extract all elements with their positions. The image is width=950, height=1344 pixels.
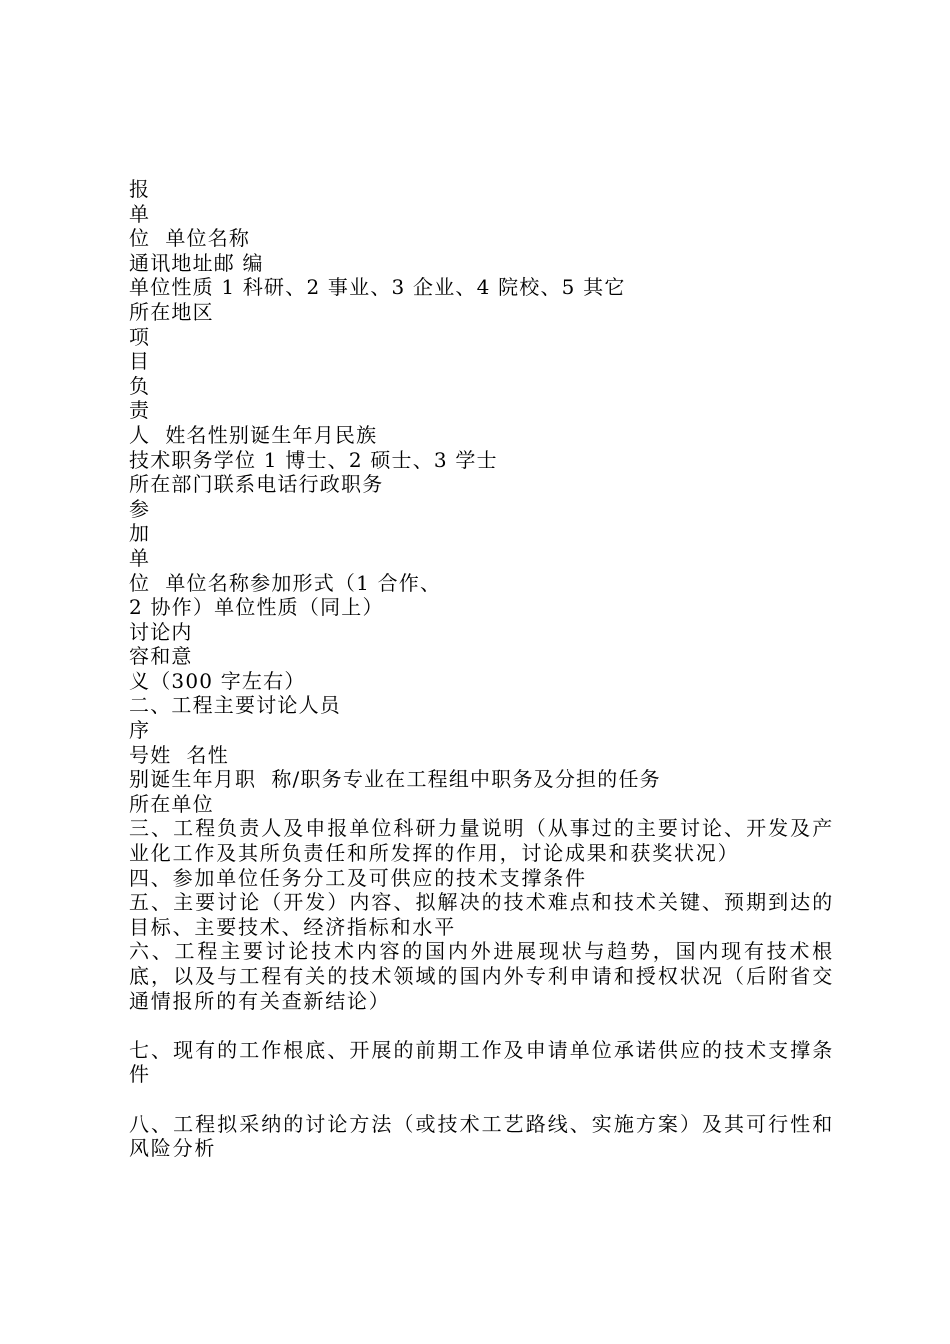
text-line: 别诞生年月职 称/职务专业在工程组中职务及分担的任务: [129, 767, 661, 792]
text-line: 目: [129, 349, 151, 374]
text-line: 单: [129, 545, 151, 570]
text-line: 义（300 字左右）: [129, 668, 306, 693]
section-7-paragraph: 七、现有的工作根底、开展的前期工作及申请单位承诺供应的技术支撑条件: [129, 1037, 834, 1087]
text-line: 序: [129, 718, 151, 743]
blank-line: [129, 1013, 834, 1038]
text-line: 责: [129, 398, 151, 423]
text-line: 技术职务学位 1 博士、2 硕士、3 学士: [129, 447, 498, 472]
section-6-paragraph: 六、工程主要讨论技术内容的国内外进展现状与趋势，国内现有技术根底，以及与工程有关的技术领域的国内外专利申请和授权状况（后附省交通情报所的有关查新结论）: [129, 939, 834, 1013]
text-line: 容和意: [129, 644, 193, 669]
text-line: 负: [129, 373, 151, 398]
text-line: 位 单位名称: [129, 226, 251, 251]
blank-line: [129, 1087, 834, 1112]
section-5-paragraph: 五、主要讨论（开发）内容、拟解决的技术难点和技术关键、预期到达的目标、主要技术、经济指标和水平: [129, 890, 834, 939]
text-line: 号姓 名性: [129, 742, 229, 767]
text-line: 所在地区: [129, 299, 214, 324]
text-line: 位 单位名称参加形式（1 合作、: [129, 570, 442, 595]
section-3-paragraph: 三、工程负责人及申报单位科研力量说明（从事过的主要讨论、开发及产业化工作及其所负责任和所发挥的作用，讨论成果和获奖状况）: [129, 816, 834, 866]
text-line: 讨论内: [129, 619, 193, 644]
text-line: 项: [129, 324, 151, 349]
text-line: 报: [129, 177, 151, 201]
text-line: 所在单位: [129, 791, 214, 816]
document-body: [129, 177, 834, 1161]
text-line: 2 协作）单位性质（同上）: [129, 595, 384, 620]
text-line: 通讯地址邮 编: [129, 250, 264, 275]
text-line: 单位性质 1 科研、2 事业、3 企业、4 院校、5 其它: [129, 275, 626, 300]
text-line: 人 姓名性别诞生年月民族: [129, 422, 378, 447]
text-line: 所在部门联系电话行政职务: [129, 472, 384, 497]
text-line: 单: [129, 201, 151, 226]
text-line: 参: [129, 496, 151, 521]
text-line: 加: [129, 521, 151, 546]
section-4-paragraph: 四、参加单位任务分工及可供应的技术支撑条件: [129, 865, 587, 890]
section-heading: 二、工程主要讨论人员: [129, 693, 341, 718]
section-8-paragraph: 八、工程拟采纳的讨论方法（或技术工艺路线、实施方案）及其可行性和风险分析: [129, 1111, 834, 1161]
